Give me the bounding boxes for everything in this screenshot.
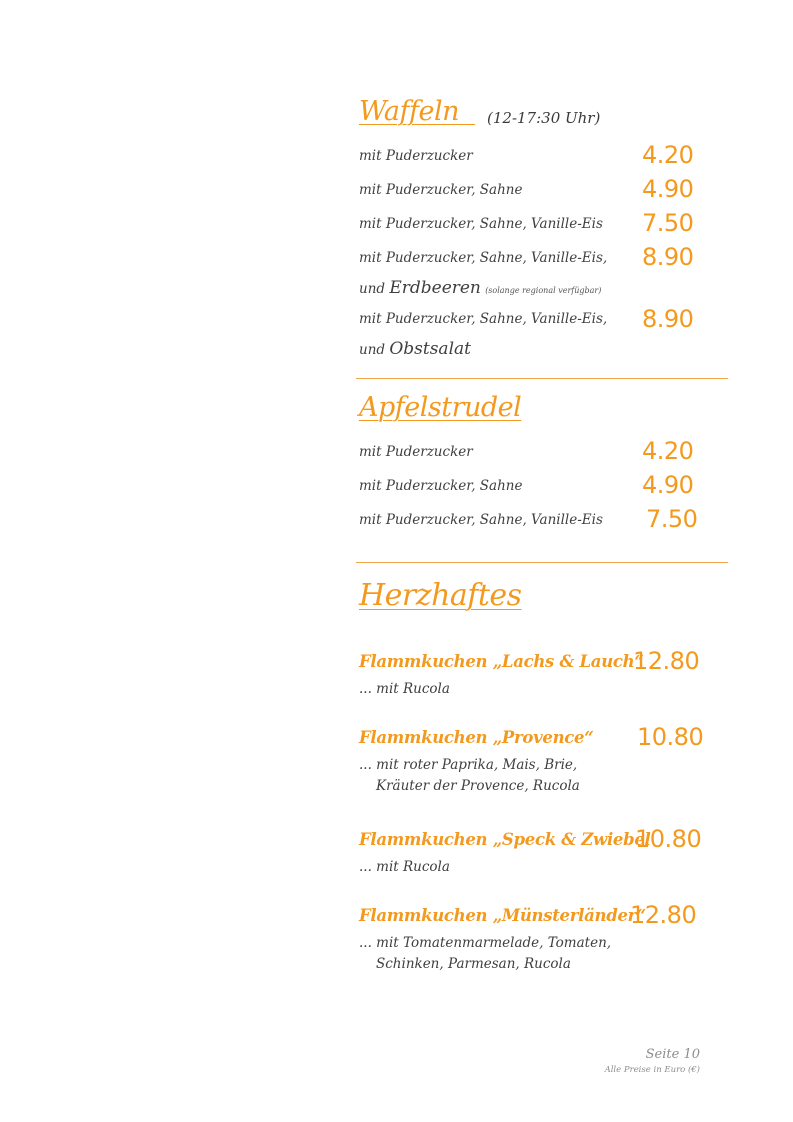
dish-2-description: ... mit roter Paprika, Mais, Brie, Kräuter der Provence, Rucola bbox=[359, 757, 580, 794]
dish-4-price: 12.80 bbox=[630, 901, 697, 929]
waffeln-item-2-price: 4.90 bbox=[642, 175, 694, 203]
waffeln-item-2-text: mit Puderzucker, Sahne bbox=[359, 182, 523, 198]
waffeln-item-4-line2: und Erdbeeren (solange regional verfügbar) bbox=[359, 278, 602, 298]
waffeln-item-1-text: mit Puderzucker bbox=[359, 148, 473, 164]
apfelstrudel-item-3-text: mit Puderzucker, Sahne, Vanille-Eis bbox=[359, 512, 603, 528]
waffeln-item-3-price: 7.50 bbox=[642, 209, 694, 237]
dish-1-name: Flammkuchen „Lachs & Lauch“ bbox=[359, 652, 644, 671]
section-title-waffeln: Waffeln bbox=[359, 96, 459, 127]
waffeln-item-5-line2: und Obstsalat bbox=[359, 339, 471, 359]
dish-3-name: Flammkuchen „Speck & Zwiebel bbox=[359, 830, 651, 849]
section-divider bbox=[356, 562, 728, 563]
apfelstrudel-item-1-text: mit Puderzucker bbox=[359, 444, 473, 460]
dish-4-name: Flammkuchen „Münsterländer“ bbox=[359, 906, 646, 925]
dish-2-name: Flammkuchen „Provence“ bbox=[359, 728, 594, 747]
dish-3-price: 10.80 bbox=[635, 825, 702, 853]
dish-1-description: ... mit Rucola bbox=[359, 681, 450, 697]
apfelstrudel-item-2-text: mit Puderzucker, Sahne bbox=[359, 478, 523, 494]
apfelstrudel-item-2-price: 4.90 bbox=[642, 471, 694, 499]
apfelstrudel-item-1-price: 4.20 bbox=[642, 437, 694, 465]
waffeln-item-3-text: mit Puderzucker, Sahne, Vanille-Eis bbox=[359, 216, 603, 232]
dish-1-price: 12.80 bbox=[633, 647, 700, 675]
currency-note: Alle Preise in Euro (€) bbox=[604, 1065, 700, 1075]
section-divider bbox=[356, 378, 728, 379]
waffeln-hours: (12-17:30 Uhr) bbox=[487, 109, 601, 127]
dish-2-price: 10.80 bbox=[637, 723, 704, 751]
section-title-apfelstrudel: Apfelstrudel bbox=[359, 392, 522, 423]
waffeln-item-5-price: 8.90 bbox=[642, 305, 694, 333]
waffeln-item-1-price: 4.20 bbox=[642, 141, 694, 169]
waffeln-item-5-line1: mit Puderzucker, Sahne, Vanille-Eis, bbox=[359, 311, 608, 327]
section-title-herzhaftes: Herzhaftes bbox=[359, 578, 522, 613]
dish-4-description: ... mit Tomatenmarmelade, Tomaten, Schinken, Parmesan, Rucola bbox=[359, 935, 612, 972]
waffeln-item-4-price: 8.90 bbox=[642, 243, 694, 271]
dish-3-description: ... mit Rucola bbox=[359, 859, 450, 875]
page-number: Seite 10 bbox=[645, 1047, 700, 1062]
waffeln-item-4-line1: mit Puderzucker, Sahne, Vanille-Eis, bbox=[359, 250, 608, 266]
apfelstrudel-item-3-price: 7.50 bbox=[646, 505, 698, 533]
